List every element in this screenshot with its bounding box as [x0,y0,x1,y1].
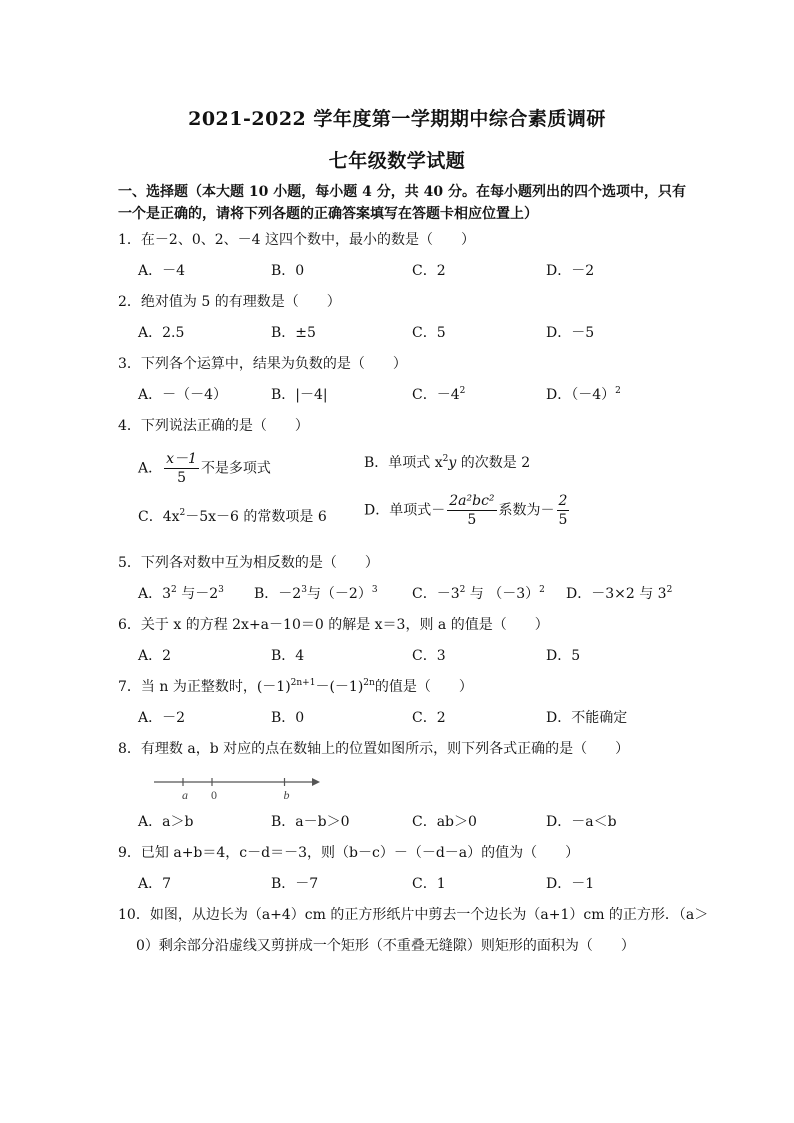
question-6-stem: 6．关于 x 的方程 2x+a－10＝0 的解是 x＝3，则 a 的值是（ ） [118,617,549,633]
question-7-options [138,707,698,729]
question-8-options [138,811,698,833]
question-9-stem: 9．已知 a+b＝4，c－d＝－3，则（b－c）－（－d－a）的值为（ ） [118,845,580,861]
question-3-option-a: A．－（－4） [138,387,228,403]
question-6-option-d: D．5 [546,648,581,664]
question-5-options [138,583,698,605]
question-1-option-b: B．0 [271,263,305,279]
question-6-option-a: A．2 [138,648,172,664]
section-instructions-line2: 一个是正确的，请将下列各题的正确答案填写在答题卡相应位置上） [118,206,538,222]
question-8-option-b: B．a－b＞0 [271,814,350,830]
exam-title: 2021-2022 学年度第一学期期中综合素质调研 [188,108,606,130]
question-2-option-a: A．2.5 [138,325,185,341]
question-7-option-d: D．不能确定 [546,710,628,726]
question-7-option-b: B．0 [271,710,305,726]
fraction: $\frac{\text{2a²bc²}}{5}$ [449,493,495,528]
question-3-option-c: C．$-4^2$ [412,386,466,403]
question-7-option-c: C．2 [412,710,446,726]
number-line-arrow-icon [312,778,320,786]
question-9-option-c: C．1 [412,876,446,892]
question-5-option-c: C．$-3^2$ 与 $(-3)^2$ [412,585,545,602]
question-6-options [138,645,698,667]
question-9-option-d: D．－1 [546,876,595,892]
question-1-option-d: D．－2 [546,263,595,279]
question-2-option-d: D．－5 [546,325,595,341]
fraction: $\frac{x-1}{5}$ [166,451,197,486]
question-1-option-a: A．－4 [138,263,186,279]
question-7-stem: 7．当 n 为正整数时，$(-1)^{2n+1}-(-1)^{2n}$的值是（ ） [118,678,473,695]
question-6-option-c: C．3 [412,648,446,664]
fraction: $\frac{2}{5}$ [558,493,568,528]
question-3-option-b: B．|－4| [271,387,328,403]
question-9-option-a: A．7 [138,876,172,892]
question-8-option-d: D．－a＜b [546,814,617,830]
question-3-stem: 3．下列各个运算中，结果为负数的是（ ） [118,356,407,372]
question-1-option-c: C．2 [412,263,446,279]
question-5-option-b: B．$-2^3$与$(-2)^3$ [254,585,378,602]
question-5-option-d: D．－3×2 与 $3^2$ [566,585,673,602]
question-1-options [138,260,698,282]
question-3-option-d: D．$(-4)^2$ [546,386,621,403]
question-2-option-c: C．5 [412,325,446,341]
question-8-stem: 8．有理数 a，b 对应的点在数轴上的位置如图所示，则下列各式正确的是（ ） [118,741,630,757]
question-4-options-row1 [138,442,698,486]
question-9-options [138,873,698,895]
question-8-option-c: C．ab＞0 [412,814,477,830]
label-a: a [182,788,188,802]
question-3-options [138,384,698,406]
question-4-option-d: D．单项式－ $\frac{\text{2a²bc²}}{5}$ 系数为－ $\frac{2}{5}$ [364,493,568,528]
question-5-stem: 5．下列各对数中互为相反数的是（ ） [118,555,379,571]
question-10-stem-line2: 0）剩余部分沿虚线又剪拼成一个矩形（不重叠无缝隙）则矩形的面积为（ ） [136,938,635,954]
section-instructions-line1: 一、选择题（本大题 10 小题，每小题 4 分，共 40 分。在每小题列出的四个选项中，只有 [118,184,686,200]
question-10-stem-line1: 10．如图，从边长为（a+4）cm 的正方形纸片中剪去一个边长为（a+1）cm 的正方形．（a＞ [118,907,709,923]
question-1-stem: 1．在－2、0、2、－4 这四个数中，最小的数是（ ） [118,232,475,248]
question-5-option-a: A．$3^2$ 与$-2^3$ [138,585,224,602]
question-8-option-a: A．a＞b [138,814,194,830]
question-9-option-b: B．－7 [271,876,319,892]
question-4-option-c: C．$4x^2-5x-6$ 的常数项是 6 [138,508,327,525]
exam-subtitle: 七年级数学试题 [328,150,466,172]
question-6-option-b: B．4 [271,648,305,664]
label-zero: 0 [211,788,217,802]
question-4-option-b: B．单项式 $x^2y$ 的次数是 2 [364,454,531,471]
label-b: b [283,788,290,802]
number-line-figure [150,770,330,804]
question-2-option-b: B．±5 [271,325,316,341]
question-2-stem: 2．绝对值为 5 的有理数是（ ） [118,294,341,310]
question-4-stem: 4．下列说法正确的是（ ） [118,418,309,434]
question-4-option-a: A． $\frac{x-1}{5}$ 不是多项式 [138,451,271,486]
question-7-option-a: A．－2 [138,710,186,726]
question-2-options [138,322,698,344]
question-4-options-row2 [138,492,698,536]
